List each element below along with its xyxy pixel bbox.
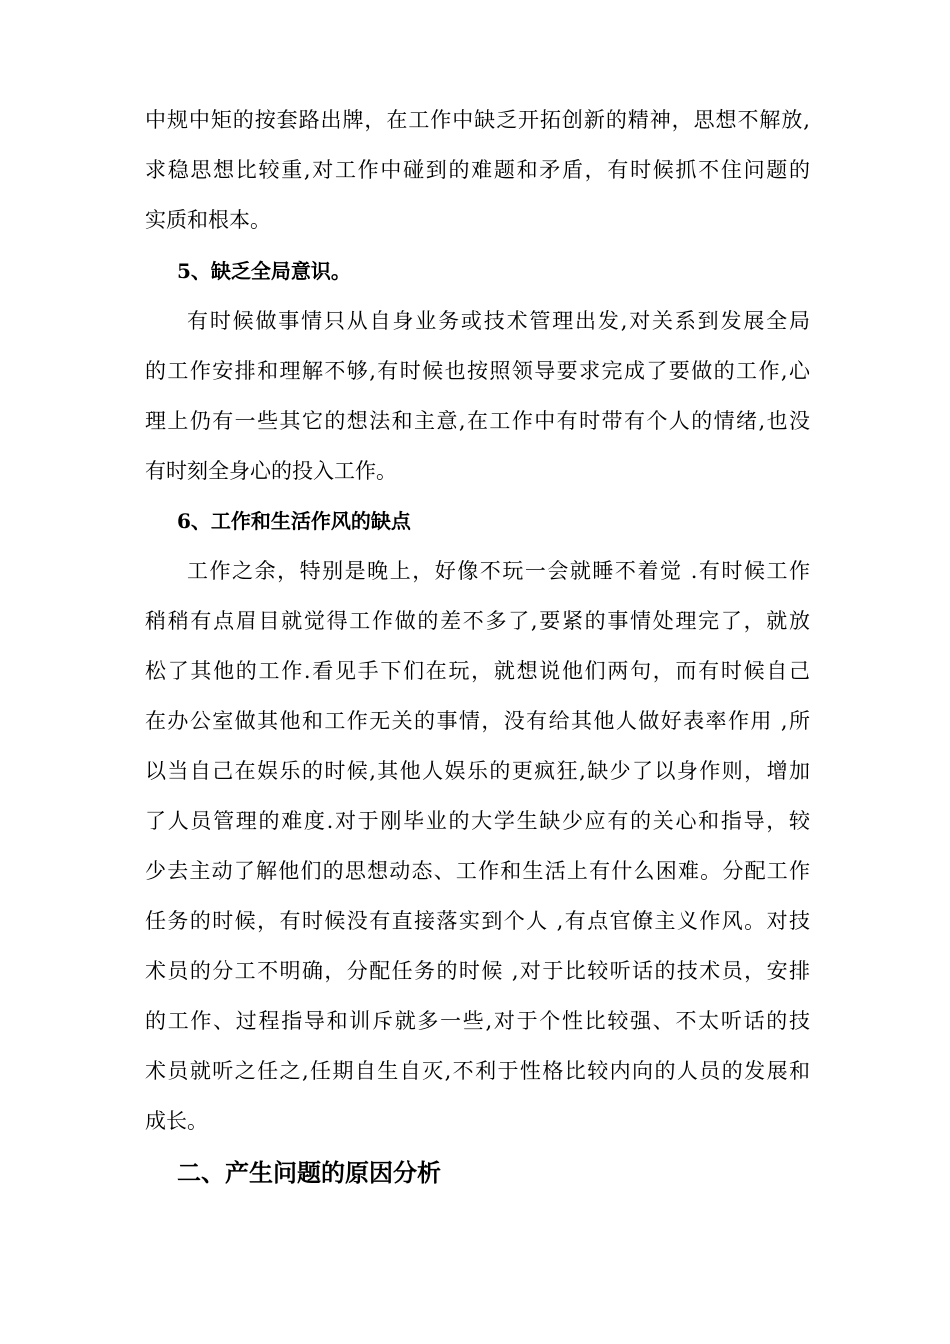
subheading-6: 6、工作和生活作风的缺点 — [177, 509, 411, 533]
paragraph-line: 以当自己在娱乐的时候,其他人娱乐的更疯狂,缺少了以身作则，增加 — [145, 759, 810, 783]
paragraph-line: 术员的分工不明确，分配任务的时候 ,对于比较听话的技术员，安排 — [145, 959, 810, 983]
paragraph-line: 工作之余，特别是晚上，好像不玩一会就睡不着觉 .有时候工作 — [187, 559, 810, 583]
paragraph-line: 的工作安排和理解不够,有时候也按照领导要求完成了要做的工作,心 — [145, 359, 810, 383]
section-heading-two: 二、产生问题的原因分析 — [177, 1158, 441, 1187]
paragraph-line: 松了其他的工作.看见手下们在玩，就想说他们两句，而有时候自己 — [145, 659, 810, 683]
paragraph-line: 实质和根本。 — [145, 208, 271, 232]
paragraph-line: 中规中矩的按套路出牌，在工作中缺乏开拓创新的精神，思想不解放, — [145, 108, 810, 132]
paragraph-line: 有时候做事情只从自身业务或技术管理出发,对关系到发展全局 — [187, 309, 810, 333]
paragraph-line: 任务的时候，有时候没有直接落实到个人 ,有点官僚主义作风。对技 — [145, 909, 810, 933]
paragraph-line: 求稳思想比较重,对工作中碰到的难题和矛盾，有时候抓不住问题的 — [145, 158, 810, 182]
paragraph-line: 术员就听之任之,任期自生自灭,不利于性格比较内向的人员的发展和 — [145, 1059, 810, 1083]
subheading-5: 5、缺乏全局意识。 — [177, 259, 351, 283]
paragraph-line: 理上仍有一些其它的想法和主意,在工作中有时带有个人的情绪,也没 — [145, 409, 810, 433]
paragraph-line: 少去主动了解他们的思想动态、工作和生活上有什么困难。分配工作 — [145, 859, 810, 883]
paragraph-line: 成长。 — [145, 1109, 208, 1133]
paragraph-line: 稍稍有点眉目就觉得工作做的差不多了,要紧的事情处理完了，就放 — [145, 609, 810, 633]
paragraph-line: 在办公室做其他和工作无关的事情，没有给其他人做好表率作用 ,所 — [145, 709, 810, 733]
paragraph-line: 有时刻全身心的投入工作。 — [145, 459, 397, 483]
paragraph-line: 了人员管理的难度.对于刚毕业的大学生缺少应有的关心和指导，较 — [145, 809, 810, 833]
paragraph-line: 的工作、过程指导和训斥就多一些,对于个性比较强、不太听话的技 — [145, 1009, 810, 1033]
